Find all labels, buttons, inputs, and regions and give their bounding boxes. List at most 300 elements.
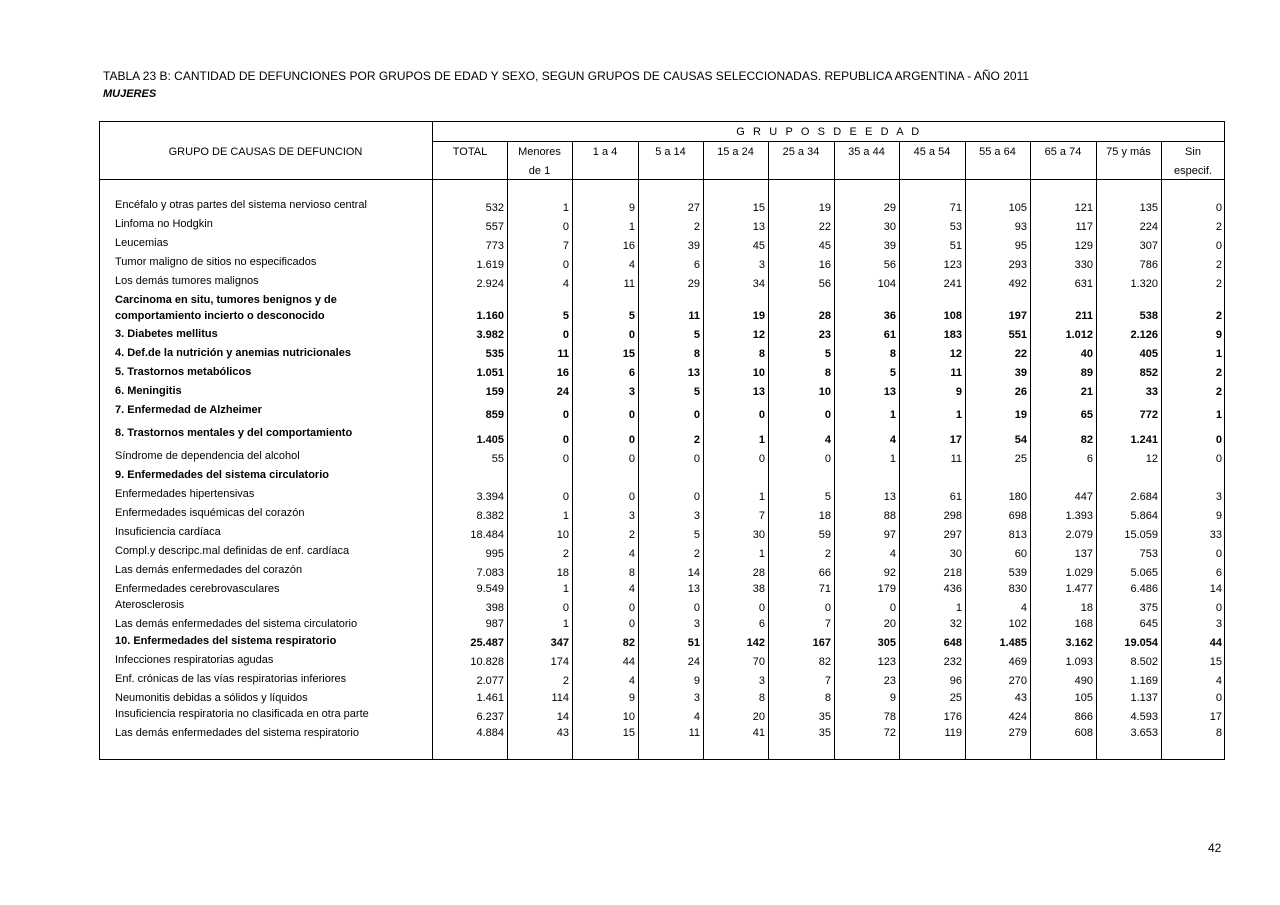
table-cell: 56 <box>883 259 896 271</box>
table-cell: 41 <box>752 727 765 739</box>
table-cell: 123 <box>943 259 962 271</box>
groups-header-divider <box>433 141 1225 142</box>
table-cell: 88 <box>883 510 896 522</box>
table-cell: 0 <box>562 329 569 341</box>
table-cell: 1 <box>758 548 765 560</box>
table-cell: 14 <box>1209 583 1222 595</box>
table-cell: 2 <box>1215 259 1222 271</box>
table-cell: 0 <box>1215 602 1222 614</box>
table-cell: 11 <box>688 310 700 322</box>
column-header: 65 a 74 <box>1044 146 1082 158</box>
table-cell: 270 <box>1008 675 1027 687</box>
table-cell: 3 <box>1215 491 1222 503</box>
table-cell: 5 <box>693 529 700 541</box>
table-cell: 180 <box>1008 491 1027 503</box>
table-cell: 5 <box>628 310 635 322</box>
table-cell: 43 <box>556 727 569 739</box>
table-cell: 1.393 <box>1065 510 1093 522</box>
table-cell: 786 <box>1139 259 1158 271</box>
table-cell: 78 <box>883 711 896 723</box>
table-cell: 10 <box>556 529 569 541</box>
table-cell: 12 <box>949 348 962 360</box>
table-cell: 3 <box>693 510 700 522</box>
table-cell: 5 <box>693 386 700 398</box>
table-cell: 15 <box>622 727 635 739</box>
table-cell: 174 <box>550 656 569 668</box>
cause-column-header: GRUPO DE CAUSAS DE DEFUNCION <box>168 146 363 158</box>
table-cell: 4.593 <box>1130 711 1158 723</box>
column-header: 75 y más <box>1106 146 1151 158</box>
table-cell: 114 <box>551 692 569 704</box>
table-cell: 5 <box>824 491 831 503</box>
table-cell: 11 <box>950 453 962 465</box>
table-cell: 5 <box>889 367 896 379</box>
table-cell: 211 <box>1075 310 1093 322</box>
table-cell: 16 <box>818 259 831 271</box>
table-cell: 9.549 <box>476 583 504 595</box>
table-cell: 13 <box>752 386 765 398</box>
table-cell: 93 <box>1014 221 1027 233</box>
table-cell: 1.169 <box>1130 675 1158 687</box>
row-label: Neumonitis debidas a sólidos y líquidos <box>115 692 308 704</box>
table-cell: 1 <box>758 434 765 446</box>
table-cell: 10 <box>752 367 765 379</box>
table-cell: 3 <box>758 259 765 271</box>
table-cell: 0 <box>562 453 569 465</box>
table-cell: 232 <box>943 656 962 668</box>
table-cell: 447 <box>1074 491 1093 503</box>
table-cell: 0 <box>1215 434 1222 446</box>
table-cell: 9 <box>628 692 635 704</box>
table-cell: 105 <box>1008 202 1027 214</box>
table-cell: 19 <box>1014 409 1027 421</box>
table-cell: 0 <box>693 602 700 614</box>
table-cell: 405 <box>1139 348 1158 360</box>
table-cell: 645 <box>1139 618 1158 630</box>
table-cell: 105 <box>1074 692 1093 704</box>
table-cell: 2.077 <box>476 675 504 687</box>
row-label: Leucemias <box>115 237 169 249</box>
row-label: 7. Enfermedad de Alzheimer <box>115 404 262 416</box>
table-cell: 1.241 <box>1130 434 1158 446</box>
table-cell: 19 <box>818 202 831 214</box>
table-cell: 7.083 <box>476 567 504 579</box>
table-cell: 10 <box>622 711 635 723</box>
table-cell: 0 <box>562 491 569 503</box>
table-cell: 9 <box>1215 329 1222 341</box>
table-cell: 12 <box>1145 453 1158 465</box>
row-label: Infecciones respiratorias agudas <box>115 654 274 666</box>
table-cell: 1.619 <box>476 259 504 271</box>
table-cell: 3.653 <box>1130 727 1158 739</box>
table-cell: 0 <box>562 602 569 614</box>
table-cell: 1 <box>1215 348 1222 360</box>
table-cell: 1.485 <box>999 637 1027 649</box>
table-cell: 1 <box>889 453 896 465</box>
row-label: Encéfalo y otras partes del sistema nervioso central <box>115 199 367 211</box>
row-label: Síndrome de dependencia del alcohol <box>115 450 300 462</box>
table-cell: 14 <box>687 567 700 579</box>
table-cell: 6 <box>1086 453 1093 465</box>
table-cell: 72 <box>883 727 896 739</box>
table-cell: 224 <box>1139 221 1158 233</box>
table-cell: 179 <box>877 583 896 595</box>
table-cell: 39 <box>687 240 700 252</box>
table-cell: 35 <box>818 711 831 723</box>
table-cell: 5 <box>562 310 569 322</box>
table-cell: 119 <box>944 727 962 739</box>
row-label: 3. Diabetes mellitus <box>115 328 218 340</box>
table-cell: 19 <box>752 310 765 322</box>
table-cell: 297 <box>943 529 962 541</box>
table-cell: 0 <box>628 434 635 446</box>
table-cell: 1 <box>562 618 569 630</box>
table-cell: 4 <box>693 711 700 723</box>
column-header: 25 a 34 <box>782 146 820 158</box>
table-cell: 1 <box>955 602 962 614</box>
table-cell: 293 <box>1008 259 1027 271</box>
table-cell: 24 <box>687 656 700 668</box>
row-label: Aterosclerosis <box>115 599 185 611</box>
table-cell: 61 <box>883 329 896 341</box>
table-cell: 773 <box>485 240 504 252</box>
table-cell: 59 <box>818 529 831 541</box>
row-label: 6. Meningitis <box>115 385 182 397</box>
table-cell: 0 <box>693 453 700 465</box>
column-header: 1 a 4 <box>592 146 618 158</box>
table-cell: 29 <box>687 278 700 290</box>
table-cell: 29 <box>883 202 896 214</box>
table-cell: 30 <box>752 529 765 541</box>
table-cell: 0 <box>758 409 765 421</box>
table-cell: 3 <box>628 510 635 522</box>
table-cell: 65 <box>1080 409 1093 421</box>
table-cell: 4 <box>889 434 896 446</box>
table-cell: 33 <box>1145 386 1158 398</box>
table-cell: 183 <box>943 329 962 341</box>
table-cell: 7 <box>758 510 765 522</box>
column-header: 5 a 14 <box>655 146 686 158</box>
column-header: 15 a 24 <box>717 146 754 158</box>
table-subtitle: MUJERES <box>103 88 157 100</box>
table-cell: 71 <box>949 202 962 214</box>
table-cell: 117 <box>1075 221 1093 233</box>
table-cell: 137 <box>1074 548 1093 560</box>
table-cell: 8 <box>758 692 765 704</box>
table-cell: 0 <box>562 434 569 446</box>
table-cell: 11 <box>623 278 635 290</box>
table-cell: 5.864 <box>1130 510 1158 522</box>
table-cell: 10 <box>818 386 831 398</box>
table-cell: 24 <box>556 386 569 398</box>
table-cell: 436 <box>943 583 962 595</box>
table-cell: 11 <box>557 348 569 360</box>
row-label: Linfoma no Hodgkin <box>115 218 213 230</box>
table-cell: 34 <box>752 278 765 290</box>
table-cell: 10.828 <box>470 656 504 668</box>
table-cell: 3.982 <box>476 329 504 341</box>
table-cell: 6 <box>1215 567 1222 579</box>
table-cell: 0 <box>628 329 635 341</box>
table-cell: 9 <box>628 202 635 214</box>
table-cell: 375 <box>1139 602 1158 614</box>
table-cell: 859 <box>485 409 504 421</box>
table-cell: 45 <box>752 240 765 252</box>
table-cell: 2 <box>562 548 569 560</box>
table-cell: 6.237 <box>476 711 504 723</box>
column-header: 35 a 44 <box>848 146 885 158</box>
table-cell: 0 <box>628 453 635 465</box>
table-cell: 1.320 <box>1130 278 1158 290</box>
table-cell: 218 <box>943 567 962 579</box>
table-cell: 1 <box>562 510 569 522</box>
table-cell: 168 <box>1074 618 1093 630</box>
table-cell: 43 <box>1014 692 1027 704</box>
table-cell: 608 <box>1074 727 1093 739</box>
table-cell: 82 <box>818 656 831 668</box>
table-cell: 44 <box>622 656 635 668</box>
table-cell: 21 <box>1080 386 1093 398</box>
table-cell: 6 <box>628 367 635 379</box>
table-cell: 648 <box>943 637 962 649</box>
table-cell: 2.079 <box>1065 529 1093 541</box>
table-cell: 1 <box>562 202 569 214</box>
table-cell: 121 <box>1074 202 1093 214</box>
table-cell: 1.029 <box>1065 567 1093 579</box>
table-cell: 17 <box>949 434 962 446</box>
table-cell: 0 <box>693 409 700 421</box>
table-cell: 96 <box>949 675 962 687</box>
table-cell: 9 <box>1215 510 1222 522</box>
table-cell: 1 <box>1215 409 1222 421</box>
table-cell: 0 <box>1215 240 1222 252</box>
table-cell: 2 <box>1215 386 1222 398</box>
table-cell: 13 <box>687 367 700 379</box>
table-cell: 25.487 <box>470 637 504 649</box>
column-header: 45 a 54 <box>913 146 951 158</box>
table-cell: 535 <box>485 348 504 360</box>
table-cell: 40 <box>1080 348 1093 360</box>
table-cell: 490 <box>1074 675 1093 687</box>
table-cell: 9 <box>955 386 962 398</box>
table-cell: 557 <box>485 221 504 233</box>
row-label: Carcinoma en situ, tumores benignos y de <box>115 294 337 306</box>
table-cell: 0 <box>824 409 831 421</box>
table-cell: 0 <box>693 491 700 503</box>
table-cell: 424 <box>1008 711 1027 723</box>
row-label: Enf. crónicas de las vías respiratorias inferiores <box>115 673 347 685</box>
table-cell: 12 <box>752 329 765 341</box>
row-label: Las demás enfermedades del corazón <box>115 564 303 576</box>
table-cell: 469 <box>1008 656 1027 668</box>
page-number: 42 <box>1208 841 1222 855</box>
table-cell: 28 <box>818 310 831 322</box>
row-label: Enfermedades hipertensivas <box>115 488 255 500</box>
table-cell: 830 <box>1008 583 1027 595</box>
table-cell: 3 <box>758 675 765 687</box>
table-cell: 11 <box>950 367 962 379</box>
row-label: 4. Def.de la nutrición y anemias nutricionales <box>115 347 351 359</box>
table-cell: 3 <box>693 692 700 704</box>
row-label: Los demás tumores malignos <box>115 275 259 287</box>
table-cell: 28 <box>752 567 765 579</box>
table-cell: 347 <box>550 637 569 649</box>
table-cell: 61 <box>949 491 962 503</box>
table-cell: 1.461 <box>476 692 504 704</box>
row-label: Las demás enfermedades del sistema circulatorio <box>115 618 358 630</box>
table-cell: 16 <box>622 240 635 252</box>
table-cell: 551 <box>1008 329 1027 341</box>
table-cell: 5 <box>693 329 700 341</box>
table-cell: 0 <box>1215 692 1222 704</box>
table-cell: 0 <box>1215 548 1222 560</box>
table-cell: 51 <box>949 240 962 252</box>
table-cell: 8 <box>824 692 831 704</box>
row-label: 10. Enfermedades del sistema respiratorio <box>115 635 337 647</box>
column-header: Sin <box>1185 146 1201 158</box>
table-cell: 1 <box>758 491 765 503</box>
table-cell: 2 <box>562 675 569 687</box>
table-cell: 7 <box>824 618 831 630</box>
table-cell: 1.405 <box>476 434 504 446</box>
table-cell: 15 <box>752 202 765 214</box>
table-cell: 102 <box>1008 618 1027 630</box>
table-cell: 8 <box>628 567 635 579</box>
column-header: especif. <box>1174 165 1212 177</box>
table-cell: 5.065 <box>1130 567 1158 579</box>
table-cell: 123 <box>877 656 896 668</box>
table-cell: 2 <box>1215 278 1222 290</box>
table-cell: 2 <box>628 529 635 541</box>
row-label: comportamiento incierto o desconocido <box>115 310 325 322</box>
age-groups-header: G R U P O S D E E D A D <box>736 126 922 138</box>
table-cell: 3.162 <box>1065 637 1093 649</box>
table-cell: 32 <box>949 618 962 630</box>
table-cell: 6 <box>693 259 700 271</box>
table-cell: 1 <box>889 409 896 421</box>
row-label: 5. Trastornos metabólicos <box>115 366 252 378</box>
table-cell: 852 <box>1139 367 1158 379</box>
table-cell: 197 <box>1008 310 1027 322</box>
table-cell: 44 <box>1209 637 1222 649</box>
row-label: 8. Trastornos mentales y del comportamiento <box>115 427 353 439</box>
table-cell: 8 <box>693 348 700 360</box>
table-cell: 305 <box>877 637 896 649</box>
table-cell: 2.126 <box>1130 329 1158 341</box>
table-cell: 13 <box>883 491 896 503</box>
table-cell: 0 <box>758 602 765 614</box>
table-cell: 159 <box>485 386 504 398</box>
table-cell: 0 <box>1215 453 1222 465</box>
table-cell: 1 <box>955 409 962 421</box>
table-cell: 1.137 <box>1130 692 1158 704</box>
table-cell: 104 <box>877 278 896 290</box>
table-cell: 135 <box>1139 202 1158 214</box>
row-label: 9. Enfermedades del sistema circulatorio <box>115 469 329 481</box>
table-cell: 9 <box>693 675 700 687</box>
table-cell: 0 <box>889 602 896 614</box>
table-cell: 241 <box>943 278 962 290</box>
table-cell: 18 <box>1080 602 1093 614</box>
table-cell: 0 <box>824 602 831 614</box>
table-cell: 89 <box>1080 367 1093 379</box>
table-cell: 36 <box>883 310 896 322</box>
table-cell: 631 <box>1074 278 1093 290</box>
table-cell: 3.394 <box>476 491 504 503</box>
table-cell: 18 <box>818 510 831 522</box>
column-header: de 1 <box>528 165 551 177</box>
table-cell: 7 <box>824 675 831 687</box>
table-cell: 4 <box>628 583 635 595</box>
table-cell: 13 <box>687 583 700 595</box>
table-cell: 35 <box>818 727 831 739</box>
table-cell: 8.382 <box>476 510 504 522</box>
table-cell: 1.477 <box>1065 583 1093 595</box>
table-cell: 298 <box>943 510 962 522</box>
table-cell: 176 <box>943 711 962 723</box>
table-cell: 398 <box>485 602 504 614</box>
row-label: Insuficiencia cardíaca <box>115 526 221 538</box>
table-cell: 11 <box>688 727 700 739</box>
table-cell: 22 <box>1014 348 1027 360</box>
table-cell: 1.160 <box>476 310 504 322</box>
table-cell: 20 <box>883 618 896 630</box>
row-label: Las demás enfermedades del sistema respiratorio <box>115 727 359 739</box>
table-cell: 0 <box>628 409 635 421</box>
column-header: TOTAL <box>452 146 488 158</box>
table-cell: 15 <box>622 348 635 360</box>
row-label: Compl.y descripc.mal definidas de enf. cardíaca <box>115 545 350 557</box>
table-cell: 70 <box>752 656 765 668</box>
table-cell: 772 <box>1139 409 1158 421</box>
table-cell: 20 <box>752 711 765 723</box>
table-cell: 4.884 <box>476 727 504 739</box>
table-cell: 8 <box>824 367 831 379</box>
table-cell: 82 <box>622 637 635 649</box>
table-cell: 307 <box>1139 240 1158 252</box>
table-cell: 66 <box>818 567 831 579</box>
table-cell: 167 <box>812 637 831 649</box>
table-cell: 16 <box>556 367 569 379</box>
table-cell: 2 <box>693 548 700 560</box>
table-cell: 532 <box>485 202 504 214</box>
table-cell: 25 <box>1014 453 1027 465</box>
table-cell: 995 <box>485 548 504 560</box>
table-cell: 538 <box>1139 310 1158 322</box>
table-cell: 22 <box>818 221 831 233</box>
column-header: 55 a 64 <box>979 146 1016 158</box>
table-cell: 7 <box>562 240 569 252</box>
table-cell: 8.502 <box>1130 656 1158 668</box>
table-cell: 1.093 <box>1065 656 1093 668</box>
table-cell: 0 <box>628 618 635 630</box>
table-cell: 0 <box>562 259 569 271</box>
table-cell: 0 <box>1215 202 1222 214</box>
table-cell: 2 <box>1215 367 1222 379</box>
table-cell: 142 <box>746 637 765 649</box>
row-label: Tumor maligno de sitios no especificados <box>115 256 317 268</box>
row-label: Insuficiencia respiratoria no clasificada en otra parte <box>115 708 369 720</box>
table-cell: 2 <box>693 434 700 446</box>
table-cell: 279 <box>1008 727 1027 739</box>
table-cell: 8 <box>889 348 896 360</box>
table-cell: 19.054 <box>1124 637 1158 649</box>
table-cell: 92 <box>883 567 896 579</box>
table-cell: 53 <box>949 221 962 233</box>
table-cell: 0 <box>824 453 831 465</box>
table-cell: 54 <box>1014 434 1027 446</box>
table-cell: 6 <box>758 618 765 630</box>
